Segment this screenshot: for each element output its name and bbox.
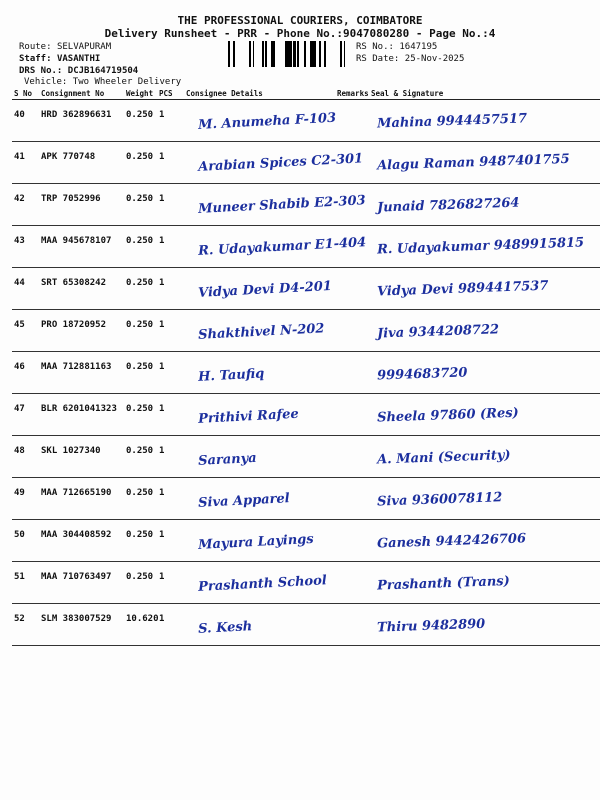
serial-number: 44 [12,268,39,310]
signature-text: Vidya Devi 9894417537 [376,278,549,300]
consignee-handwriting [184,562,335,604]
weight-value: 0.250 [124,310,157,352]
weight-value: 0.250 [124,184,157,226]
consignment-number: MAA 710763497 [39,562,124,604]
pieces-value: 1 [157,436,184,478]
rs-no-value: 1647195 [399,42,438,52]
col-header-remarks: Remarks [337,89,369,98]
table-row [12,520,600,562]
serial-number: 40 [12,100,39,142]
remarks-cell [335,436,369,478]
weight-value: 0.250 [124,226,157,268]
rs-date-line: RS Date: 25-Nov-2025 [356,54,465,64]
signature-text: Sheela 97860 (Res) [376,405,519,426]
weight-value: 0.250 [124,562,157,604]
consignment-number: MAA 712881163 [39,352,124,394]
consignment-number: MAA 304408592 [39,520,124,562]
consignee-text: H. Taufiq [197,366,265,385]
signature-text: R. Udayakumar 9489915815 [376,235,585,258]
rs-no-line: RS No.: 1647195 [356,42,438,52]
weight-value: 0.250 [124,352,157,394]
consignee-text: Saranya [197,450,258,469]
weight-value: 0.250 [124,142,157,184]
consignee-handwriting [184,394,335,436]
consignee-text: Prithivi Rafee [197,406,300,427]
drs-value: DCJB164719504 [67,66,139,76]
consignee-handwriting [184,226,367,268]
remarks-cell [335,100,369,142]
consignment-number: PRO 18720952 [39,310,124,352]
consignment-number: BLR 6201041323 [39,394,124,436]
col-header-consignee: Consignee Details [184,88,335,100]
pieces-value: 1 [157,184,184,226]
table-row [12,436,600,478]
runsheet-subtitle: Delivery Runsheet - PRR - Phone No.:9047080280 - Page No.:4 [104,27,496,40]
seal-signature [369,478,600,520]
seal-signature [369,352,600,394]
col-header-sno: S No [12,88,39,100]
serial-number: 47 [12,394,39,436]
table-row [12,562,600,604]
col-header-pcs: PCS [157,88,184,100]
route-value: SELVAPURAM [56,42,112,52]
seal-signature [369,604,600,646]
pieces-value: 1 [157,520,184,562]
seal-signature [369,184,600,226]
weight-value: 0.250 [124,268,157,310]
consignee-handwriting [184,352,335,394]
consignee-text: Siva Apparel [197,491,291,511]
pieces-value: 1 [157,604,184,646]
remarks-cell [335,478,369,520]
pieces-value: 1 [157,394,184,436]
consignee-handwriting [184,310,335,352]
signature-text: Thiru 9482890 [376,616,486,636]
serial-number: 49 [12,478,39,520]
serial-number: 52 [12,604,39,646]
remarks-cell [335,394,369,436]
consignee-handwriting [184,520,335,562]
table-row [12,394,600,436]
consignment-number: SRT 65308242 [39,268,124,310]
pieces-value: 1 [157,478,184,520]
signature-text: A. Mani (Security) [376,447,511,468]
pieces-value: 1 [157,100,184,142]
consignee-text: R. Udayakumar E1-404 [197,235,367,259]
serial-number: 48 [12,436,39,478]
pieces-value: 1 [157,142,184,184]
consignment-number: HRD 362896631 [39,100,124,142]
company-title: THE PROFESSIONAL COURIERS, COIMBATORE [177,14,423,27]
table-row [12,100,600,142]
consignee-text: Prashanth School [197,573,328,595]
consignment-number: APK 770748 [39,142,124,184]
consignee-handwriting [184,142,364,184]
pieces-value: 1 [157,310,184,352]
signature-text: Siva 9360078112 [376,490,503,510]
col-header-weight: Weight [124,88,157,100]
staff-line: Staff: VASANTHI [19,54,101,64]
consignee-text: M. Anumeha F-103 [197,110,337,133]
signature-text: Mahina 9944457517 [376,111,528,132]
weight-value: 0.250 [124,100,157,142]
signature-text: Junaid 7826827264 [376,195,520,216]
weight-value: 0.250 [124,520,157,562]
weight-value: 0.250 [124,394,157,436]
table-row [12,142,600,184]
runsheet-table [12,88,600,646]
signature-text: 9994683720 [376,365,468,384]
signature-text: Prashanth (Trans) [376,573,511,594]
consignee-handwriting [184,268,335,310]
table-row [12,478,600,520]
table-row [12,184,600,226]
signature-text: Ganesh 9442426706 [376,531,527,552]
consignee-handwriting [184,478,335,520]
drs-line: DRS No.: DCJB164719504 [19,66,139,76]
consignee-text: Mayura Layings [197,531,314,553]
pieces-value: 1 [157,352,184,394]
consignment-number: TRP 7052996 [39,184,124,226]
route-line: Route: SELVAPURAM [19,42,112,52]
seal-signature [369,520,600,562]
seal-signature [369,142,600,184]
pieces-value: 1 [157,268,184,310]
consignee-text: Vidya Devi D4-201 [197,278,333,301]
consignee-handwriting [184,184,366,226]
consignee-handwriting [184,604,335,646]
seal-signature [369,226,600,268]
table-header-row [12,88,600,100]
consignment-number: MAA 945678107 [39,226,124,268]
vehicle-value: Two Wheeler Delivery [72,77,182,87]
seal-signature [369,436,600,478]
consignee-handwriting [184,100,335,142]
table-row [12,310,600,352]
table-row [12,226,600,268]
table-row [12,604,600,646]
consignment-number: MAA 712665190 [39,478,124,520]
signature-text: Jiva 9344208722 [376,322,500,342]
seal-signature [369,310,600,352]
consignee-handwriting [184,436,335,478]
col-header-seal: Seal & Signature [369,88,600,100]
seal-signature [369,268,600,310]
remarks-cell [335,520,369,562]
col-header-consignment: Consignment No [39,88,124,100]
signature-text: Alagu Raman 9487401755 [376,151,570,174]
consignee-text: Muneer Shabib E2-303 [197,193,366,217]
serial-number: 43 [12,226,39,268]
rs-date-value: 25-Nov-2025 [404,54,465,64]
pieces-value: 1 [157,226,184,268]
vehicle-line: Vehicle: Two Wheeler Delivery [24,77,182,87]
remarks-cell [335,352,369,394]
barcode [228,41,352,67]
serial-number: 41 [12,142,39,184]
remarks-cell [335,310,369,352]
staff-value: VASANTHI [56,54,101,64]
serial-number: 42 [12,184,39,226]
consignee-text: S. Kesh [197,619,253,637]
remarks-cell [335,268,369,310]
table-row [12,352,600,394]
consignment-number: SLM 383007529 [39,604,124,646]
serial-number: 50 [12,520,39,562]
consignee-text: Shakthivel N-202 [197,321,325,343]
serial-number: 51 [12,562,39,604]
seal-signature [369,562,600,604]
table-row [12,268,600,310]
consignment-number: SKL 1027340 [39,436,124,478]
remarks-cell [335,562,369,604]
serial-number: 45 [12,310,39,352]
weight-value: 10.620 [124,604,157,646]
serial-number: 46 [12,352,39,394]
weight-value: 0.250 [124,436,157,478]
seal-signature [369,394,600,436]
weight-value: 0.250 [124,478,157,520]
seal-signature [369,100,600,142]
pieces-value: 1 [157,562,184,604]
consignee-text: Arabian Spices C2-301 [197,151,364,175]
remarks-cell [335,604,369,646]
